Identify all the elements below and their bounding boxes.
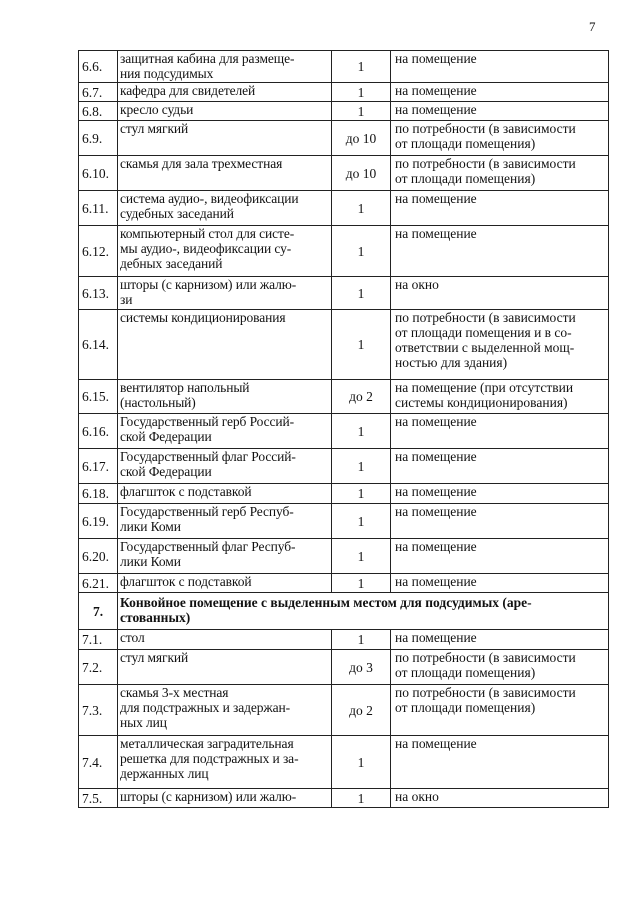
item-note: на помещение — [391, 539, 609, 574]
row-number: 6.17. — [79, 449, 118, 484]
item-note: на помещение — [391, 574, 609, 593]
table-row — [79, 539, 609, 574]
item-note: по потребности (в зависимости от площади помещения) — [391, 650, 609, 685]
item-quantity: 1 — [332, 736, 391, 789]
item-name: флагшток с подставкой — [118, 574, 332, 593]
item-note: на помещение — [391, 191, 609, 226]
table-row — [79, 310, 609, 380]
item-name: шторы (с карнизом) или жалю- — [118, 789, 332, 808]
item-note: на помещение — [391, 484, 609, 504]
item-quantity: 1 — [332, 539, 391, 574]
row-number: 6.20. — [79, 539, 118, 574]
table-row — [79, 83, 609, 102]
item-name: компьютерный стол для систе- мы аудио-, видеофиксации су- дебных заседаний — [118, 226, 332, 277]
item-name: металлическая заградительная решетка для подстражных и за- держанных лиц — [118, 736, 332, 789]
table-row — [79, 102, 609, 121]
row-number: 6.19. — [79, 504, 118, 539]
row-number: 6.10. — [79, 156, 118, 191]
row-number: 7.4. — [79, 736, 118, 789]
table-row — [79, 51, 609, 83]
item-note: по потребности (в зависимости от площади помещения и в со- ответствии с выделенной мощ- ностью для здания) — [391, 310, 609, 380]
item-name: Государственный герб Россий- ской Федерации — [118, 414, 332, 449]
item-name: шторы (с карнизом) или жалю- зи — [118, 277, 332, 310]
equipment-table — [78, 50, 609, 808]
item-quantity: до 10 — [332, 156, 391, 191]
item-name: стол — [118, 630, 332, 650]
table-row — [79, 574, 609, 593]
item-quantity: до 3 — [332, 650, 391, 685]
item-quantity: 1 — [332, 630, 391, 650]
item-quantity: 1 — [332, 51, 391, 83]
item-quantity: 1 — [332, 414, 391, 449]
page-number: 7 — [589, 19, 596, 34]
row-number: 7.1. — [79, 630, 118, 650]
item-note: на помещение (при отсутствии системы кондиционирования) — [391, 380, 609, 414]
item-name: флагшток с подставкой — [118, 484, 332, 504]
item-name: вентилятор напольный (настольный) — [118, 380, 332, 414]
row-number: 6.9. — [79, 121, 118, 156]
section-title: Конвойное помещение с выделенным местом для подсудимых (аре- стованных) — [118, 593, 609, 630]
row-number: 6.13. — [79, 277, 118, 310]
row-number: 6.6. — [79, 51, 118, 83]
table-row — [79, 277, 609, 310]
row-number: 7.5. — [79, 789, 118, 808]
section-number: 7. — [79, 593, 118, 630]
row-number: 6.7. — [79, 83, 118, 102]
item-name: Государственный флаг Респуб- лики Коми — [118, 539, 332, 574]
table-body-section-7-header — [79, 593, 609, 630]
item-name: кафедра для свидетелей — [118, 83, 332, 102]
item-quantity: до 2 — [332, 380, 391, 414]
row-number: 6.18. — [79, 484, 118, 504]
table-row — [79, 156, 609, 191]
item-note: на помещение — [391, 51, 609, 83]
table-row — [79, 449, 609, 484]
table-row — [79, 226, 609, 277]
item-name: система аудио-, видеофиксации судебных заседаний — [118, 191, 332, 226]
item-note: по потребности (в зависимости от площади помещения) — [391, 121, 609, 156]
item-quantity: 1 — [332, 226, 391, 277]
item-quantity: 1 — [332, 102, 391, 121]
table-body-section-7 — [79, 630, 609, 808]
table-row — [79, 736, 609, 789]
row-number: 6.12. — [79, 226, 118, 277]
item-note: по потребности (в зависимости от площади помещения) — [391, 156, 609, 191]
row-number: 6.16. — [79, 414, 118, 449]
item-quantity: до 2 — [332, 685, 391, 736]
table-row — [79, 650, 609, 685]
row-number: 6.8. — [79, 102, 118, 121]
item-name: Государственный герб Респуб- лики Коми — [118, 504, 332, 539]
item-quantity: 1 — [332, 449, 391, 484]
item-quantity: 1 — [332, 484, 391, 504]
item-note: на помещение — [391, 449, 609, 484]
item-name: системы кондиционирования — [118, 310, 332, 380]
item-note: на помещение — [391, 102, 609, 121]
item-name: кресло судьи — [118, 102, 332, 121]
row-number: 7.3. — [79, 685, 118, 736]
item-note: на помещение — [391, 736, 609, 789]
table-row — [79, 414, 609, 449]
item-quantity: 1 — [332, 310, 391, 380]
item-note: на помещение — [391, 504, 609, 539]
table-body-section-6 — [79, 51, 609, 593]
section-header-row — [79, 593, 609, 630]
item-quantity: 1 — [332, 504, 391, 539]
item-name: стул мягкий — [118, 121, 332, 156]
item-note: на помещение — [391, 414, 609, 449]
row-number: 6.14. — [79, 310, 118, 380]
row-number: 6.21. — [79, 574, 118, 593]
row-number: 6.15. — [79, 380, 118, 414]
table-row — [79, 504, 609, 539]
table-row — [79, 630, 609, 650]
table-row — [79, 121, 609, 156]
item-quantity: до 10 — [332, 121, 391, 156]
item-quantity: 1 — [332, 277, 391, 310]
item-name: Государственный флаг Россий- ской Федерации — [118, 449, 332, 484]
item-note: на окно — [391, 789, 609, 808]
table-row — [79, 484, 609, 504]
item-note: по потребности (в зависимости от площади помещения) — [391, 685, 609, 736]
table-row — [79, 789, 609, 808]
item-note: на окно — [391, 277, 609, 310]
table-row — [79, 191, 609, 226]
item-name: стул мягкий — [118, 650, 332, 685]
item-note: на помещение — [391, 630, 609, 650]
item-note: на помещение — [391, 226, 609, 277]
table-row — [79, 380, 609, 414]
item-quantity: 1 — [332, 574, 391, 593]
row-number: 7.2. — [79, 650, 118, 685]
item-name: скамья для зала трехместная — [118, 156, 332, 191]
item-quantity: 1 — [332, 83, 391, 102]
item-quantity: 1 — [332, 191, 391, 226]
item-note: на помещение — [391, 83, 609, 102]
table-row — [79, 685, 609, 736]
item-name: защитная кабина для размеще- ния подсудимых — [118, 51, 332, 83]
item-name: скамья 3-х местная для подстражных и задержан- ных лиц — [118, 685, 332, 736]
row-number: 6.11. — [79, 191, 118, 226]
item-quantity: 1 — [332, 789, 391, 808]
